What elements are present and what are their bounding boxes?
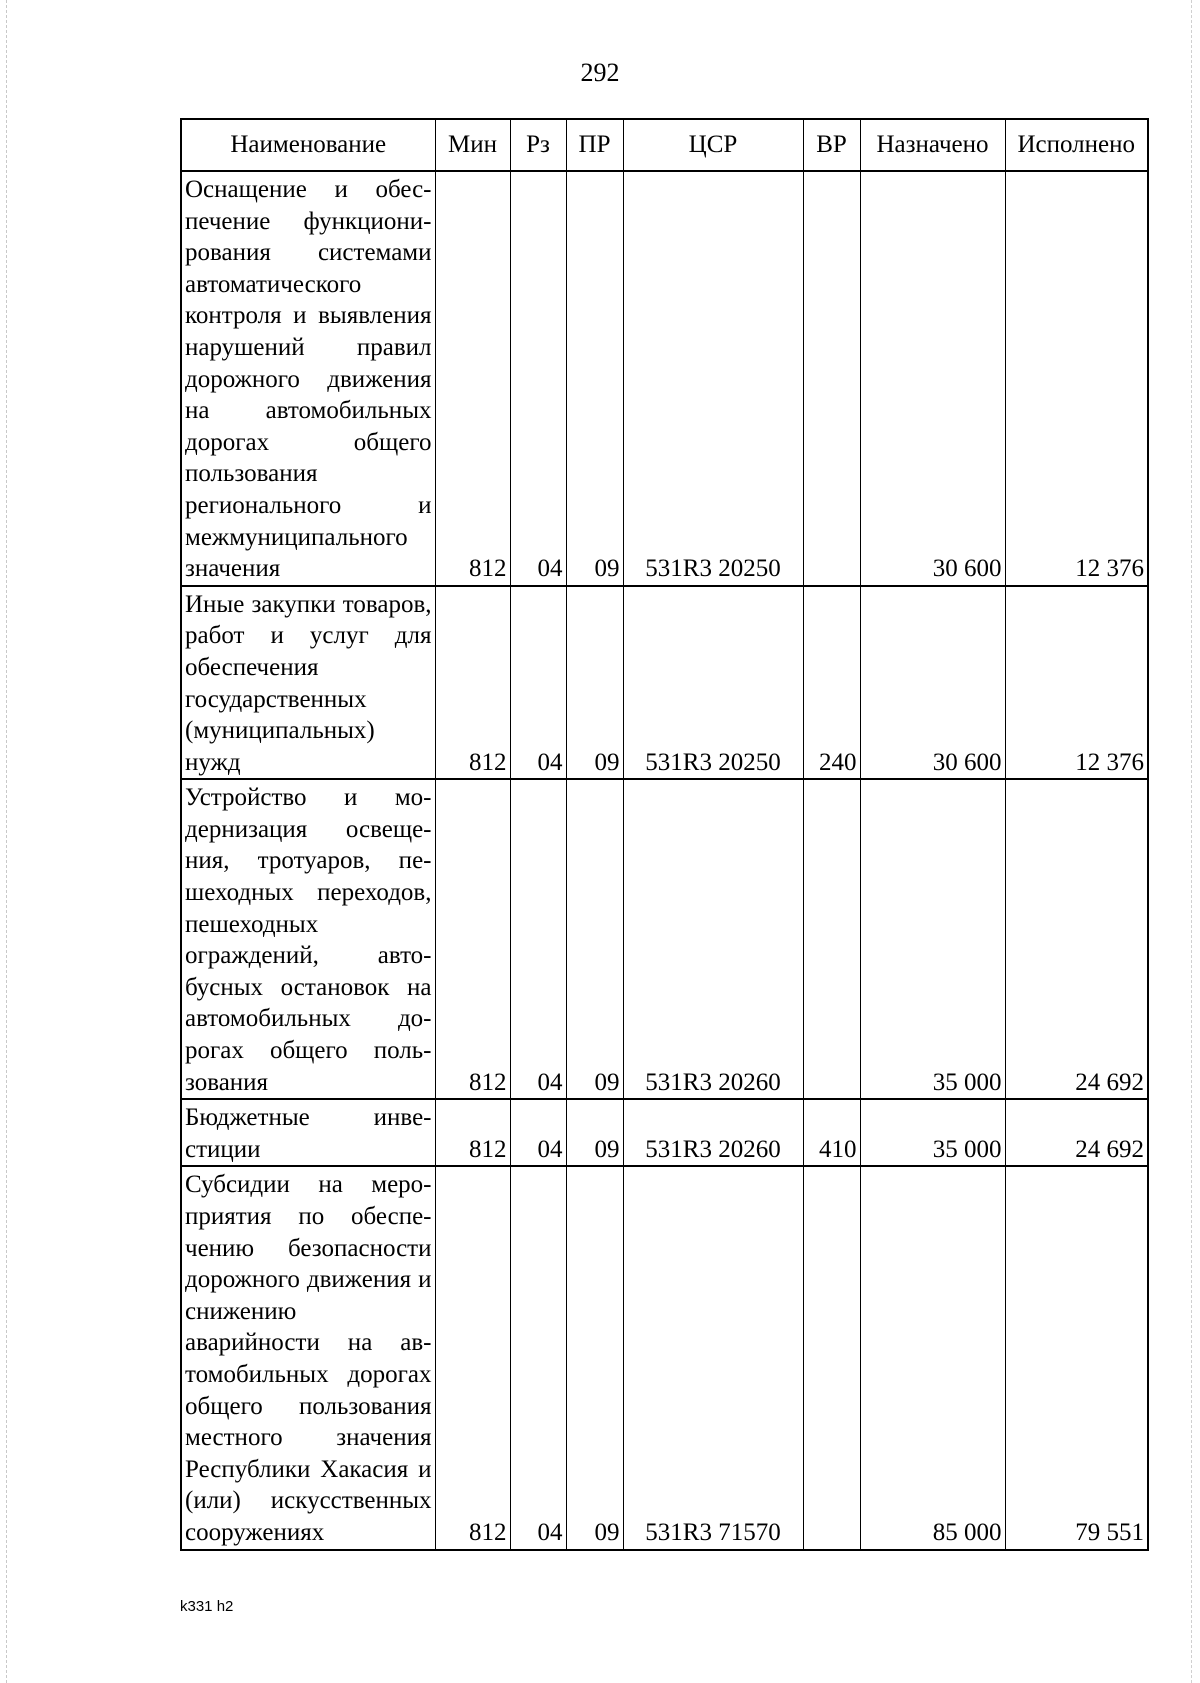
cell-executed: 24 692 xyxy=(1005,779,1148,1099)
budget-table xyxy=(180,118,1149,1551)
cell-pr: 09 xyxy=(566,1166,623,1549)
cell-vr xyxy=(803,171,860,586)
cell-min: 812 xyxy=(435,586,510,780)
cell-csr: 531R3 71570 xyxy=(623,1166,803,1549)
header-name: Наименование xyxy=(181,119,435,171)
cell-executed: 79 551 xyxy=(1005,1166,1148,1549)
cell-csr: 531R3 20250 xyxy=(623,171,803,586)
cell-vr xyxy=(803,779,860,1099)
table-row xyxy=(181,779,1148,1099)
cell-vr: 240 xyxy=(803,586,860,780)
header-assigned: Назначено xyxy=(860,119,1005,171)
cell-assigned: 35 000 xyxy=(860,1099,1005,1166)
cell-assigned: 35 000 xyxy=(860,779,1005,1099)
cell-csr: 531R3 20260 xyxy=(623,1099,803,1166)
header-pr: ПР xyxy=(566,119,623,171)
header-rz: Рз xyxy=(510,119,566,171)
cell-rz: 04 xyxy=(510,1099,566,1166)
cell-name: Иные закупки товаров, работ и услуг для обеспечения государственных (муниципальных) нужд xyxy=(181,586,435,780)
cell-assigned: 85 000 xyxy=(860,1166,1005,1549)
cell-pr: 09 xyxy=(566,171,623,586)
cell-pr: 09 xyxy=(566,779,623,1099)
cell-rz: 04 xyxy=(510,779,566,1099)
table-row xyxy=(181,1099,1148,1166)
cell-min: 812 xyxy=(435,171,510,586)
page-number: 292 xyxy=(580,58,620,87)
cell-executed: 12 376 xyxy=(1005,586,1148,780)
cell-executed: 24 692 xyxy=(1005,1099,1148,1166)
cell-executed: 12 376 xyxy=(1005,171,1148,586)
cell-csr: 531R3 20260 xyxy=(623,779,803,1099)
cell-rz: 04 xyxy=(510,586,566,780)
cell-vr xyxy=(803,1166,860,1549)
table-header-row xyxy=(181,119,1148,171)
scan-edge-right xyxy=(1191,0,1192,1683)
header-min: Мин xyxy=(435,119,510,171)
cell-pr: 09 xyxy=(566,1099,623,1166)
cell-name: Субсидии на мероприятия по обеспечению безопасности дорожного движения и снижению аварийности на автомобильных дорогах общего пользования местного значения Республики Хакасия и (или) искусственных сооружениях xyxy=(181,1166,435,1549)
cell-name: Устройство и модернизация освещения, тротуаров, пешеходных переходов, пешеходных ограждений, автобусных остановок на автомобильных дорогах общего пользования xyxy=(181,779,435,1099)
cell-min: 812 xyxy=(435,1099,510,1166)
cell-rz: 04 xyxy=(510,171,566,586)
cell-name: Оснащение и обеспечение функционирования системами автоматического контроля и выявления нарушений правил дорожного движения на автомобильных дорогах общего пользования регионального и межмуниципального значения xyxy=(181,171,435,586)
table-row xyxy=(181,171,1148,586)
cell-csr: 531R3 20250 xyxy=(623,586,803,780)
table-row xyxy=(181,1166,1148,1549)
cell-name: Бюджетные инвестиции xyxy=(181,1099,435,1166)
cell-pr: 09 xyxy=(566,586,623,780)
header-executed: Исполнено xyxy=(1005,119,1148,171)
cell-min: 812 xyxy=(435,1166,510,1549)
scan-edge-left xyxy=(6,0,7,1683)
cell-min: 812 xyxy=(435,779,510,1099)
header-csr: ЦСР xyxy=(623,119,803,171)
header-vr: ВР xyxy=(803,119,860,171)
cell-assigned: 30 600 xyxy=(860,171,1005,586)
footer-code: k331 h2 xyxy=(180,1598,234,1615)
cell-assigned: 30 600 xyxy=(860,586,1005,780)
cell-vr: 410 xyxy=(803,1099,860,1166)
table-row xyxy=(181,586,1148,780)
cell-rz: 04 xyxy=(510,1166,566,1549)
